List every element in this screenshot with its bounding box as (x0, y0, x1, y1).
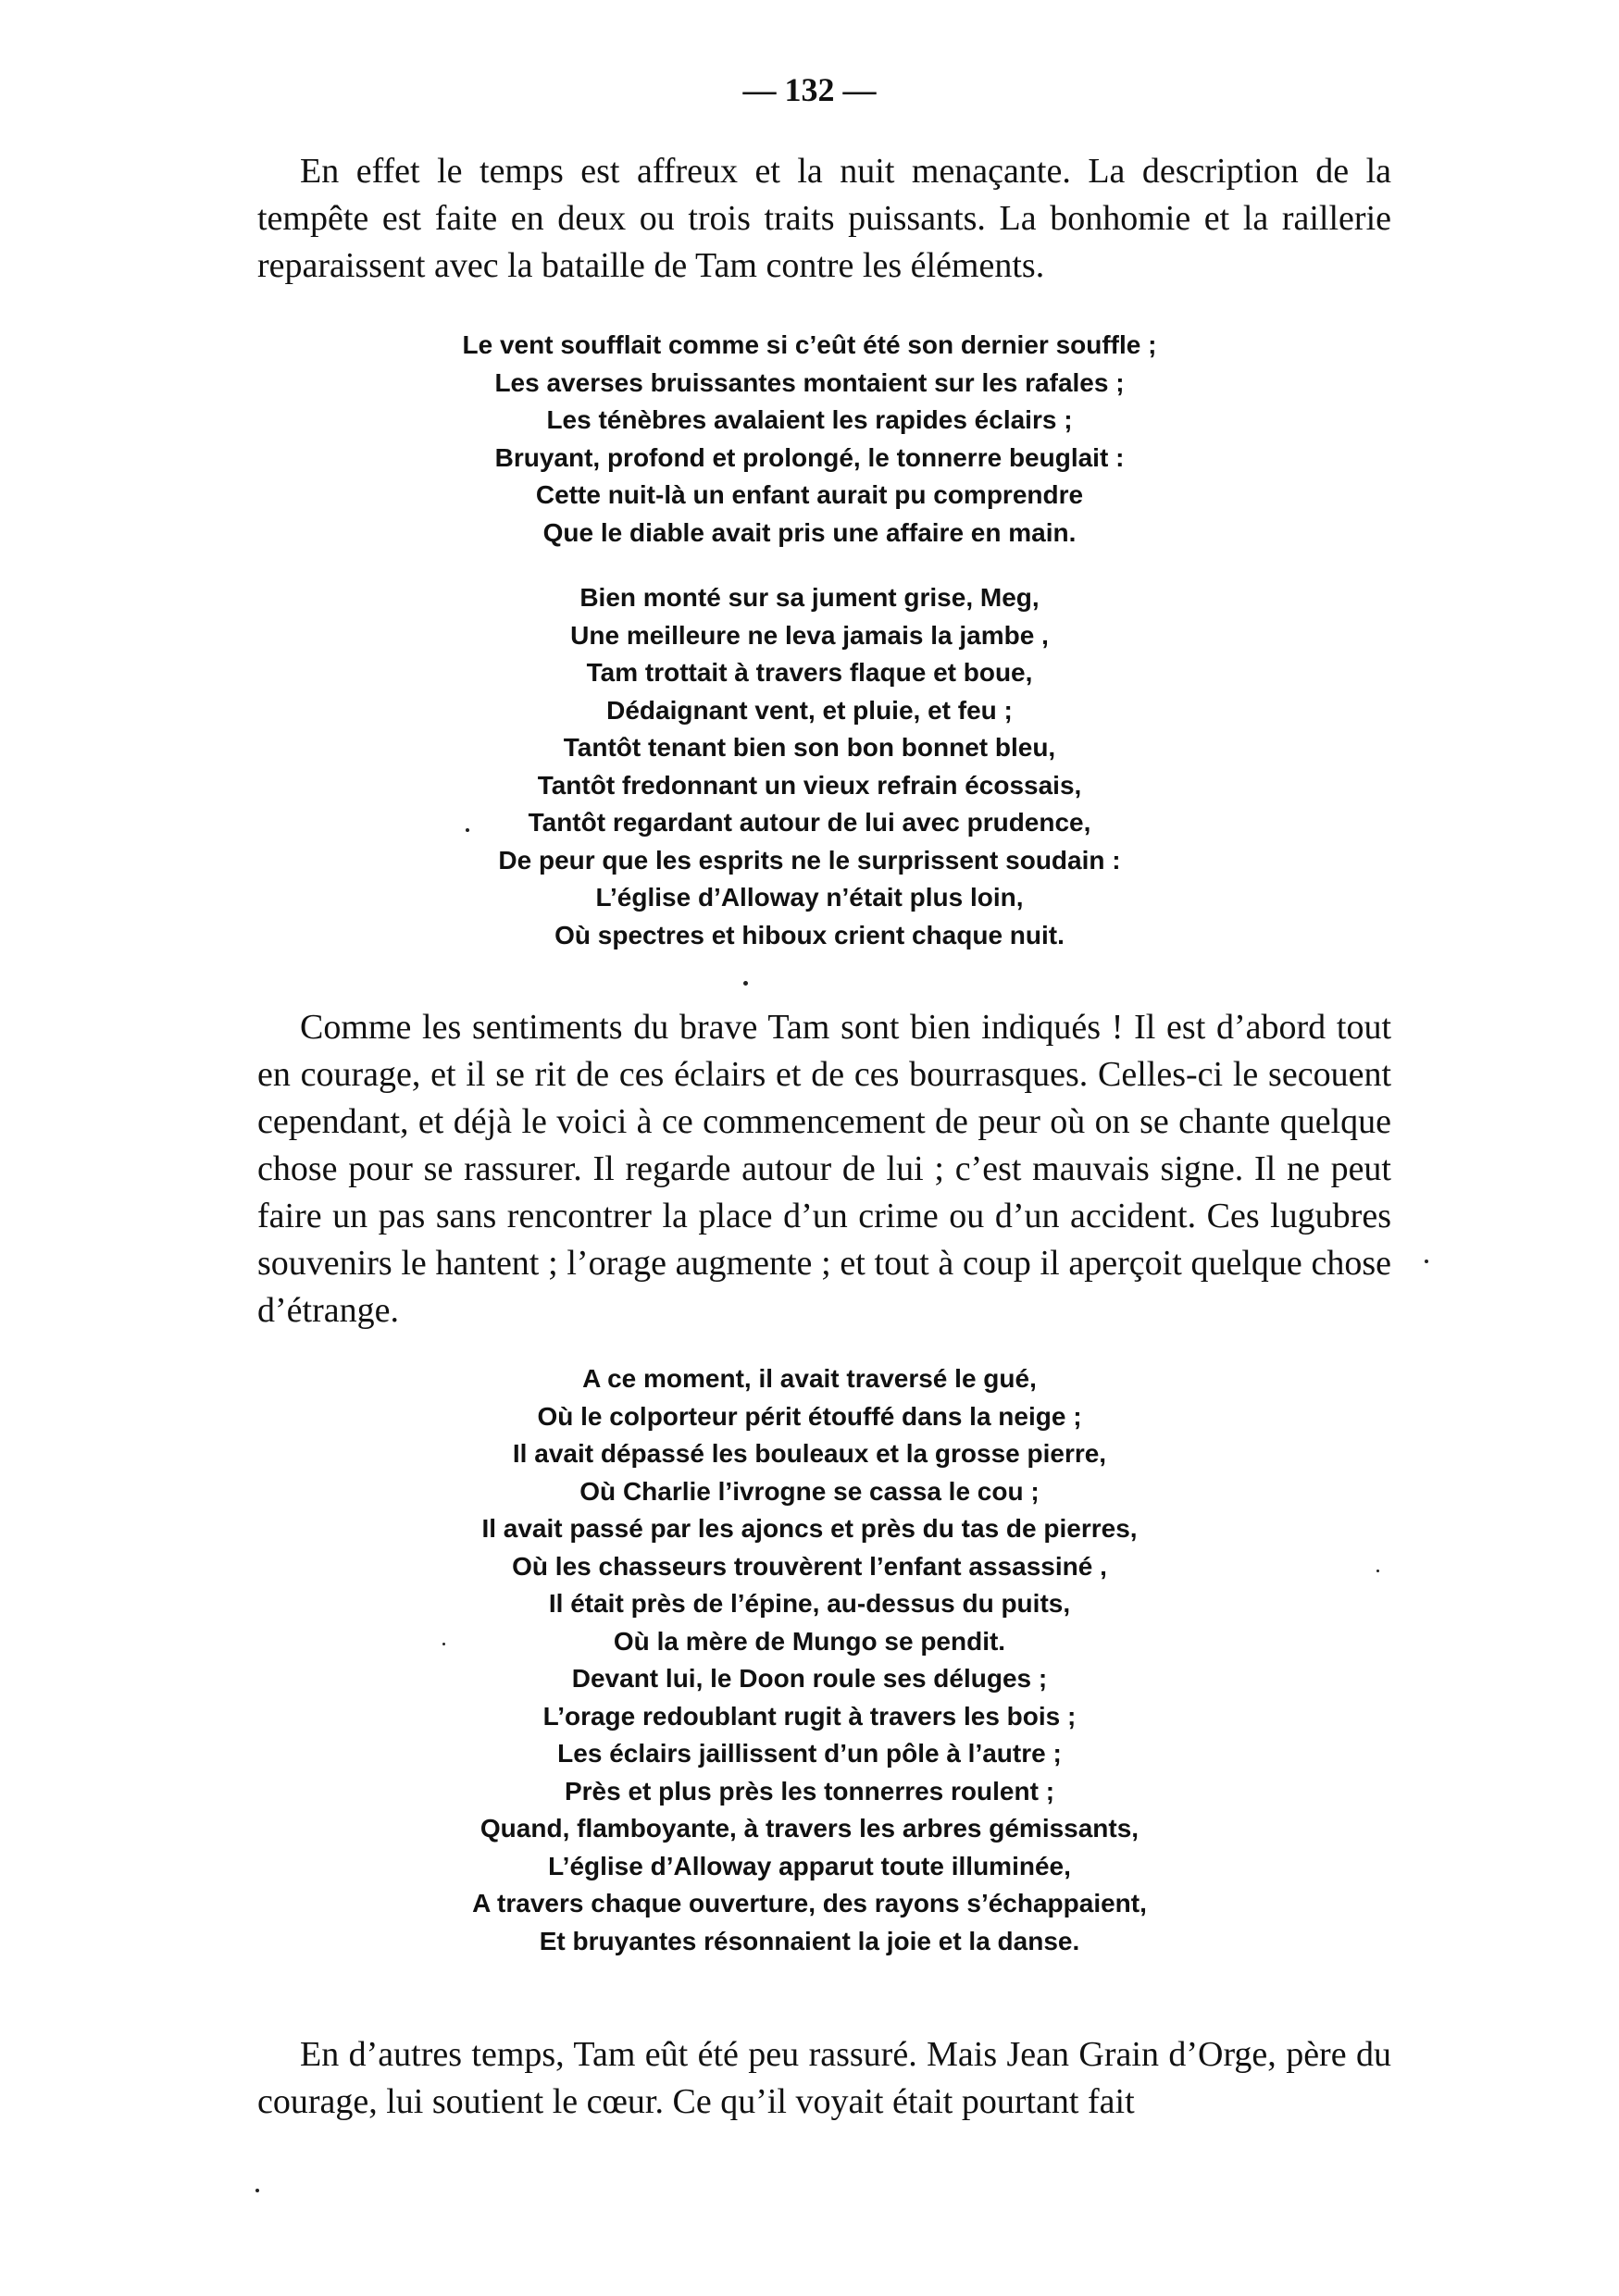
verse-line: Il était près de l’épine, au-dessus du puits, (548, 1589, 1071, 1618)
verse-line: Où la mère de Mungo se pendit. (613, 1626, 1006, 1656)
verse-line: Bien monté sur sa jument grise, Meg, (579, 583, 1040, 612)
verse-line: Le vent soufflait comme si c’eût été son dernier souffle ; (462, 330, 1157, 359)
verse-line: Les éclairs jaillissent d’un pôle à l’autre ; (557, 1739, 1062, 1768)
ink-speck (442, 1643, 445, 1645)
verse-line: A travers chaque ouverture, des rayons s’échappaient, (472, 1889, 1147, 1917)
verse-line: Il avait dépassé les bouleaux et la grosse pierre, (512, 1439, 1107, 1468)
ink-speck (1425, 1260, 1428, 1263)
verse-line: Quand, flamboyante, à travers les arbres gémissants, (479, 1814, 1140, 1843)
paragraph-2: Comme les sentiments du brave Tam sont bien indiqués ! Il est d’abord tout en courage, et il se rit de ces éclairs et de ces bourrasques. Celles-ci le secouent cependant, et déjà le voici à ce commencement de peur où on se chante quelque chose pour se rassurer. Il regarde autour de lui ; c’est mauvais signe. Il ne peut faire un pas sans rencontrer la place d’un crime ou d’un accident. Ces lugubres souvenirs le hantent ; l’orage augmente ; et tout à coup il aperçoit quelque chose d’étrange. (257, 1008, 1391, 1330)
verse-stanza-2 (0, 579, 1619, 954)
verse-line: L’église d’Alloway n’était plus loin, (595, 883, 1024, 912)
ink-speck (466, 828, 469, 832)
verse-line: Il avait passé par les ajoncs et près du tas de pierres, (481, 1514, 1138, 1543)
verse-line: Dédaignant vent, et pluie, et feu ; (606, 695, 1013, 725)
verse-line: L’orage redoublant rugit à travers les bois ; (542, 1701, 1077, 1731)
ink-speck (1376, 1570, 1379, 1572)
verse-line: Les averses bruissantes montaient sur les rafales ; (494, 367, 1125, 397)
verse-line: Cette nuit-là un enfant aurait pu comprendre (535, 480, 1084, 509)
verse-line: Et bruyantes résonnaient la joie et la danse. (539, 1926, 1080, 1955)
verse-line: Tantôt fredonnant un vieux refrain écossais, (537, 770, 1082, 800)
verse-line: A ce moment, il avait traversé le gué, (582, 1364, 1037, 1393)
ink-speck (255, 2189, 259, 2192)
verse-line: Où les chasseurs trouvèrent l’enfant assassiné , (512, 1551, 1107, 1581)
verse-line: Tantôt tenant bien son bon bonnet bleu, (563, 733, 1056, 762)
verse-line: Les ténèbres avalaient les rapides éclairs ; (546, 405, 1073, 434)
verse-line: Bruyant, profond et prolongé, le tonnerre beuglait : (494, 442, 1125, 472)
ink-speck (743, 981, 748, 986)
verse-line: Tantôt regardant autour de lui avec prudence, (528, 808, 1091, 837)
verse-line: Où Charlie l’ivrogne se cassa le cou ; (579, 1476, 1040, 1506)
verse-line: Une meilleure ne leva jamais la jambe , (570, 620, 1049, 650)
verse-line: L’église d’Alloway apparut toute illuminée, (548, 1851, 1071, 1880)
verse-line: Tam trottait à travers flaque et boue, (586, 658, 1033, 687)
verse-line: Où le colporteur périt étouffé dans la neige ; (537, 1401, 1082, 1431)
verse-stanza-3 (0, 1360, 1619, 1960)
page-number: — 132 — (742, 71, 877, 108)
verse-stanza-1 (0, 327, 1619, 552)
verse-line: Que le diable avait pris une affaire en main. (542, 517, 1077, 547)
verse-line: Devant lui, le Doon roule ses déluges ; (571, 1664, 1048, 1693)
verse-line: De peur que les esprits ne le surprissent soudain : (498, 845, 1121, 875)
paragraph-1: En effet le temps est affreux et la nuit menaçante. La description de la tempête est faite en deux ou trois traits puissants. La bonhomie et la raillerie reparaissent avec la bataille de Tam contre les éléments. (257, 152, 1391, 285)
paragraph-3: En d’autres temps, Tam eût été peu rassuré. Mais Jean Grain d’Orge, père du courage, lui soutient le cœur. Ce qu’il voyait était pourtant fait (257, 2035, 1391, 2121)
verse-line: Où spectres et hiboux crient chaque nuit. (554, 920, 1065, 949)
verse-line: Près et plus près les tonnerres roulent ; (564, 1776, 1055, 1806)
